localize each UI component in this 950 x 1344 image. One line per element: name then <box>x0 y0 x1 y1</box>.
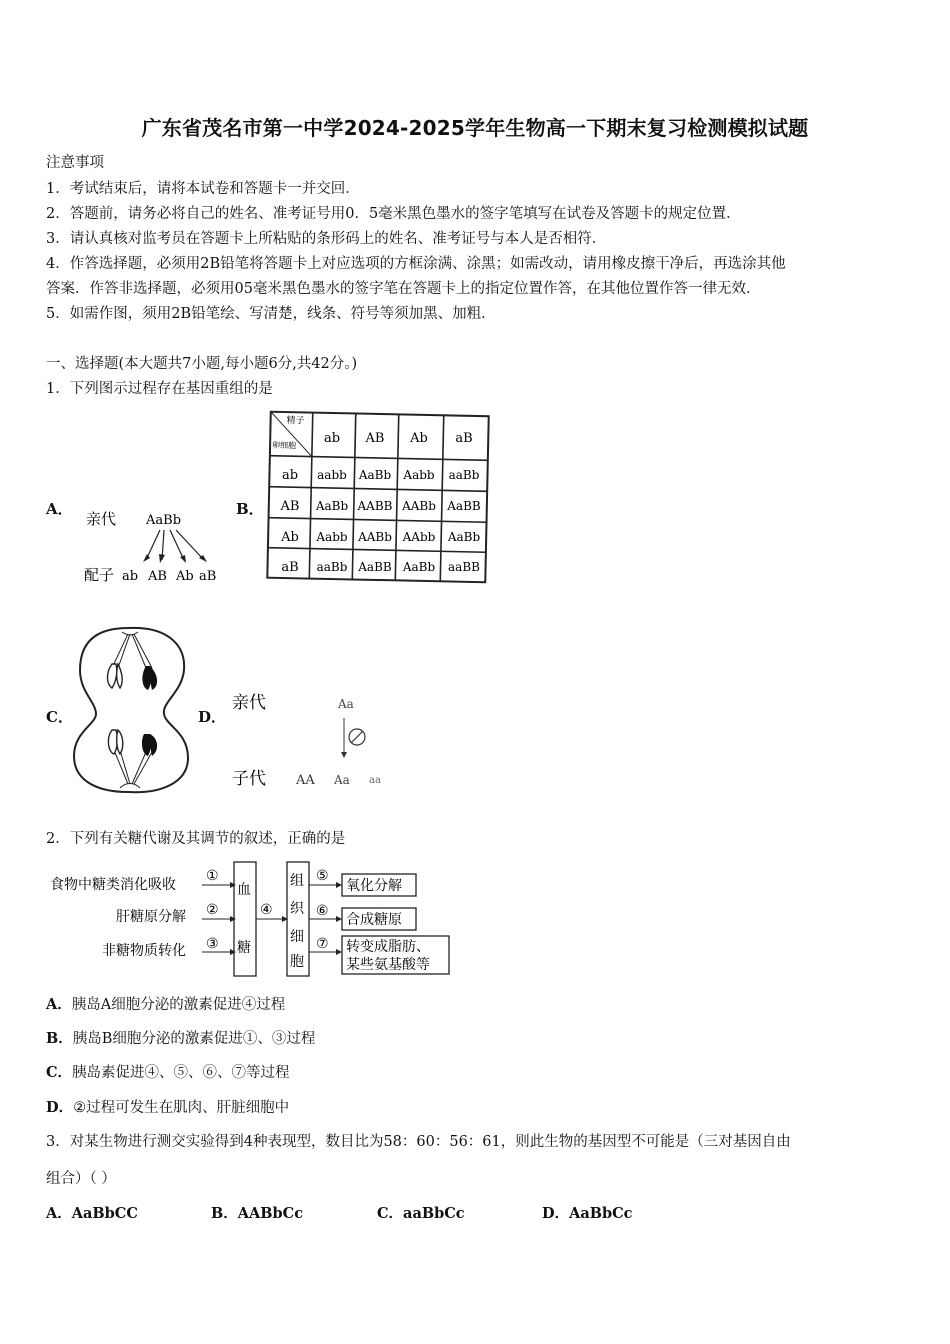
selfing-symbol <box>349 729 365 745</box>
figure-b-punnett-square <box>264 410 494 588</box>
question-3-stem-cont: 组合）（ ） <box>46 1171 116 1187</box>
step-number: ② <box>206 902 219 918</box>
page-title: 广东省茂名市第一中学2024-2025学年生物高一下期末复习检测模拟试题 <box>141 116 809 140</box>
figure-glucose-metabolism <box>44 858 454 980</box>
notice-heading: 注意事项 <box>46 155 104 171</box>
gamete: ab <box>122 569 139 584</box>
cell-membrane <box>74 628 188 792</box>
gamete: Ab <box>176 569 194 584</box>
punnett-cell: aabb <box>317 468 347 482</box>
step-number: ⑦ <box>316 936 329 952</box>
section-heading: 一、选择题(本大题共7小题,每小题6分,共42分。) <box>46 356 358 372</box>
notice-item: 3．请认真核对监考员在答题卡上所粘贴的条形码上的姓名、准考证号与本人是否相符． <box>46 231 607 247</box>
punnett-cell: AaBB <box>447 499 481 513</box>
punnett-row-head: AB <box>280 499 300 514</box>
punnett-cell: AaBb <box>402 560 436 574</box>
source-label: 非糖物质转化 <box>102 943 186 959</box>
offspring-genotype: Aa <box>334 773 350 787</box>
source-label: 食物中糖类消化吸收 <box>50 877 176 893</box>
offspring-label: 子代 <box>232 769 266 789</box>
q3-option-a: A．AaBbCC <box>46 1205 138 1222</box>
punnett-cell: aaBb <box>448 468 480 482</box>
punnett-header-cell: aB <box>455 431 473 446</box>
punnett-cell: AaBb <box>315 499 349 513</box>
punnett-cell: aaBb <box>316 560 348 574</box>
punnett-header-cell: Ab <box>410 431 428 446</box>
question-1-stem: 1．下列图示过程存在基因重组的是 <box>46 381 273 397</box>
punnett-header-cell: AB <box>365 431 385 446</box>
figure-d-selfing-diagram <box>228 686 398 792</box>
offspring-genotype: AA <box>296 773 315 788</box>
punnett-row-head: aB <box>281 560 299 575</box>
q1-option-d-label: D． <box>198 708 227 726</box>
q1-option-c-label: C． <box>46 708 73 726</box>
punnett-cell: AABb <box>358 530 392 544</box>
step-number: ④ <box>260 902 273 918</box>
punnett-cell: Aabb <box>316 530 348 544</box>
punnett-cell: AABb <box>402 499 436 513</box>
q3-option-d: D．AaBbCc <box>542 1205 633 1222</box>
punnett-cell: Aabb <box>403 468 435 482</box>
step-number: ① <box>206 868 219 884</box>
q2-option-c: C．胰岛素促进④、⑤、⑥、⑦等过程 <box>46 1064 290 1081</box>
q3-option-b: B．AABbCc <box>211 1205 304 1222</box>
punnett-row-head: Ab <box>281 530 299 545</box>
step-number: ③ <box>206 936 219 952</box>
parent-genotype: Aa <box>338 697 354 711</box>
punnett-cell: AAbb <box>402 530 436 544</box>
tissue-char: 胞 <box>290 954 304 970</box>
output-label: 氧化分解 <box>346 878 402 894</box>
tissue-char: 织 <box>290 901 304 917</box>
gamete-label: 配子 <box>84 566 115 584</box>
step-number: ⑥ <box>316 903 329 919</box>
step-number: ⑤ <box>316 868 329 884</box>
chromosome-pair-top <box>108 664 158 690</box>
notice-item: 4．作答选择题，必须用2B铅笔将答题卡上对应选项的方框涂满、涂黑；如需改动，请用橡皮擦干净后，再选涂其他 <box>46 256 786 272</box>
blood-glucose-box <box>234 862 256 976</box>
notice-item: 答案．作答非选择题，必须用05毫米黑色墨水的签字笔在答题卡上的指定位置作答，在其他位置作答一律无效． <box>46 281 761 297</box>
punnett-cell: AaBb <box>358 468 392 482</box>
punnett-row-head: ab <box>281 468 299 483</box>
punnett-cell: AaBb <box>447 530 481 544</box>
q2-option-b: B．胰岛B细胞分泌的激素促进①、③过程 <box>46 1030 316 1047</box>
output-label: 某些氨基酸等 <box>346 957 430 973</box>
parent-label: 亲代 <box>232 693 266 713</box>
notice-item: 2．答题前，请务必将自己的姓名、准考证号用0．5毫米黑色墨水的签字笔填写在试卷及答题卡的规定位置． <box>46 206 741 222</box>
punnett-cell: AaBB <box>358 560 392 574</box>
gamete: aB <box>199 569 217 584</box>
output-label: 转变成脂肪、 <box>346 939 430 955</box>
output-label: 合成糖原 <box>346 912 402 928</box>
tissue-char: 组 <box>290 873 304 889</box>
q1-option-a-label: A． <box>46 500 73 518</box>
parent-genotype: AaBb <box>146 513 182 528</box>
question-3-stem: 3．对某生物进行测交实验得到4种表现型，数目比为58：60：56：61，则此生物的基因型不可能是（三对基因自由 <box>46 1134 791 1150</box>
q2-option-d: D．②过程可发生在肌肉、肝脏细胞中 <box>46 1099 290 1116</box>
chromosome-pair-bottom <box>108 730 157 756</box>
question-2-stem: 2．下列有关糖代谢及其调节的叙述，正确的是 <box>46 831 346 847</box>
parent-label: 亲代 <box>86 510 117 528</box>
q1-option-b-label: B． <box>236 500 264 518</box>
gamete: AB <box>148 569 167 584</box>
q3-option-c: C．aaBbCc <box>377 1205 465 1222</box>
blood-char: 血 <box>237 882 251 898</box>
punnett-cell: aaBB <box>448 560 480 574</box>
figure-c-cell-division <box>66 622 196 798</box>
offspring-genotype: aa <box>369 775 381 786</box>
tissue-char: 细 <box>290 929 304 945</box>
punnett-cell: AABB <box>357 499 393 513</box>
figure-a-gamete-diagram <box>80 500 230 595</box>
source-label: 肝糖原分解 <box>116 909 186 925</box>
corner-sperm-label: 精子 <box>286 416 305 427</box>
blood-char: 糖 <box>237 940 251 956</box>
corner-egg-label: 卵细胞 <box>271 440 297 451</box>
notice-item: 5．如需作图，须用2B铅笔绘、写清楚，线条、符号等须加黑、加粗． <box>46 306 496 322</box>
notice-item: 1．考试结束后，请将本试卷和答题卡一并交回． <box>46 181 360 197</box>
q2-option-a: A．胰岛A细胞分泌的激素促进④过程 <box>46 996 286 1013</box>
punnett-header-cell: ab <box>323 431 341 446</box>
